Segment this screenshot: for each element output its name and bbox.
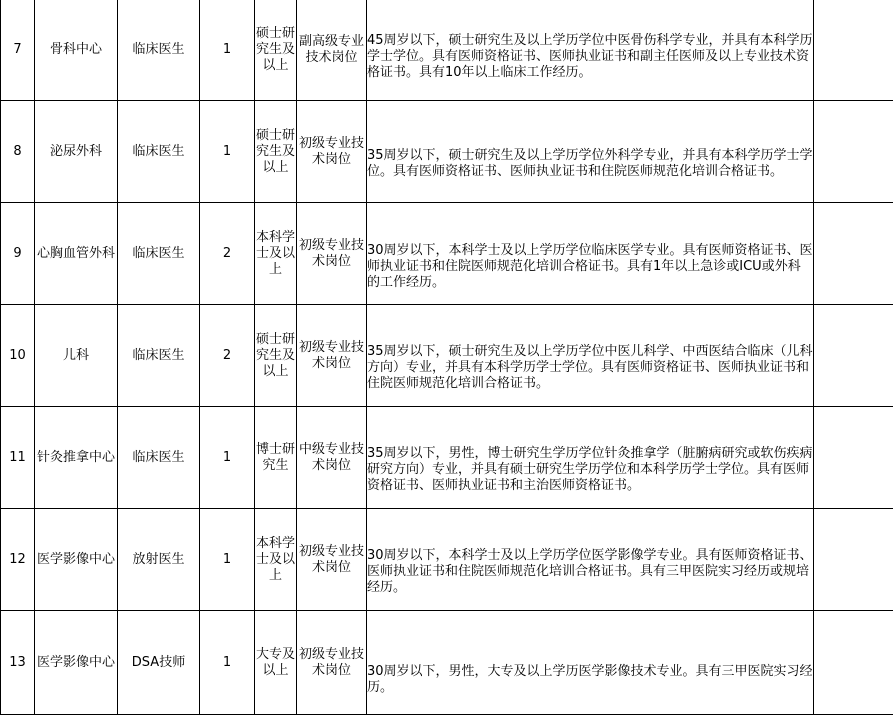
degree-requirement: 硕士研究生及以上 xyxy=(255,305,297,407)
table-row xyxy=(1,305,893,407)
table-row xyxy=(1,101,893,203)
requirements-text: 35周岁以下，男性，博士研究生学历学位针灸推拿学（脏腑病研究或软伤疾病研究方向）专业，并具有硕士研究生学历学位和本科学历学士学位。具有医师资格证书、医师执业证书和主治医师资格证书。 xyxy=(367,407,814,509)
note-cell xyxy=(814,407,893,509)
hire-count: 1 xyxy=(200,611,255,715)
department: 心胸血管外科 xyxy=(35,203,118,305)
requirements-text: 30周岁以下，男性，大专及以上学历医学影像技术专业。具有三甲医院实习经历。 xyxy=(367,611,814,715)
position-name: 临床医生 xyxy=(118,0,200,101)
degree-requirement: 本科学士及以上 xyxy=(255,203,297,305)
position-name: 临床医生 xyxy=(118,305,200,407)
note-cell xyxy=(814,203,893,305)
hire-count: 2 xyxy=(200,203,255,305)
row-number: 7 xyxy=(1,0,35,101)
position-name: 临床医生 xyxy=(118,101,200,203)
note-cell xyxy=(814,611,893,715)
row-number: 13 xyxy=(1,611,35,715)
hire-count: 1 xyxy=(200,407,255,509)
requirements-text: 45周岁以下，硕士研究生及以上学历学位中医骨伤科学专业，并具有本科学历学士学位。具有医师资格证书、医师执业证书和副主任医师及以上专业技术资格证书。具有10年以上临床工作经历。 xyxy=(367,0,814,101)
row-number: 8 xyxy=(1,101,35,203)
table-body xyxy=(1,0,893,715)
requirements-text: 30周岁以下，本科学士及以上学历学位临床医学专业。具有医师资格证书、医师执业证书和住院医师规范化培训合格证书。具有1年以上急诊或ICU或外科的工作经历。 xyxy=(367,203,814,305)
post-level: 初级专业技术岗位 xyxy=(297,611,367,715)
department: 儿科 xyxy=(35,305,118,407)
degree-requirement: 硕士研究生及以上 xyxy=(255,0,297,101)
row-number: 9 xyxy=(1,203,35,305)
note-cell xyxy=(814,509,893,611)
degree-requirement: 本科学士及以上 xyxy=(255,509,297,611)
department: 泌尿外科 xyxy=(35,101,118,203)
hire-count: 2 xyxy=(200,305,255,407)
post-level: 初级专业技术岗位 xyxy=(297,305,367,407)
post-level: 初级专业技术岗位 xyxy=(297,101,367,203)
requirements-text: 35周岁以下，硕士研究生及以上学历学位外科学专业，并具有本科学历学士学位。具有医师资格证书、医师执业证书和住院医师规范化培训合格证书。 xyxy=(367,101,814,203)
hire-count: 1 xyxy=(200,509,255,611)
post-level: 副高级专业技术岗位 xyxy=(297,0,367,101)
table-row xyxy=(1,407,893,509)
department: 医学影像中心 xyxy=(35,509,118,611)
post-level: 中级专业技术岗位 xyxy=(297,407,367,509)
department: 针灸推拿中心 xyxy=(35,407,118,509)
position-name: 临床医生 xyxy=(118,407,200,509)
degree-requirement: 博士研究生 xyxy=(255,407,297,509)
department: 骨科中心 xyxy=(35,0,118,101)
hire-count: 1 xyxy=(200,101,255,203)
table-row xyxy=(1,509,893,611)
note-cell xyxy=(814,305,893,407)
position-name: 临床医生 xyxy=(118,203,200,305)
table-row xyxy=(1,611,893,715)
table-row xyxy=(1,203,893,305)
row-number: 10 xyxy=(1,305,35,407)
note-cell xyxy=(814,0,893,101)
degree-requirement: 硕士研究生及以上 xyxy=(255,101,297,203)
requirements-text: 35周岁以下，硕士研究生及以上学历学位中医儿科学、中西医结合临床（儿科方向）专业，并具有本科学历学士学位。具有医师资格证书、医师执业证书和住院医师规范化培训合格证书。 xyxy=(367,305,814,407)
post-level: 初级专业技术岗位 xyxy=(297,203,367,305)
table-row xyxy=(1,0,893,101)
position-name: DSA技师 xyxy=(118,611,200,715)
department: 医学影像中心 xyxy=(35,611,118,715)
requirements-text: 30周岁以下，本科学士及以上学历学位医学影像学专业。具有医师资格证书、医师执业证书和住院医师规范化培训合格证书。具有三甲医院实习经历或规培经历。 xyxy=(367,509,814,611)
position-name: 放射医生 xyxy=(118,509,200,611)
post-level: 初级专业技术岗位 xyxy=(297,509,367,611)
note-cell xyxy=(814,101,893,203)
row-number: 12 xyxy=(1,509,35,611)
row-number: 11 xyxy=(1,407,35,509)
degree-requirement: 大专及以上 xyxy=(255,611,297,715)
hire-count: 1 xyxy=(200,0,255,101)
